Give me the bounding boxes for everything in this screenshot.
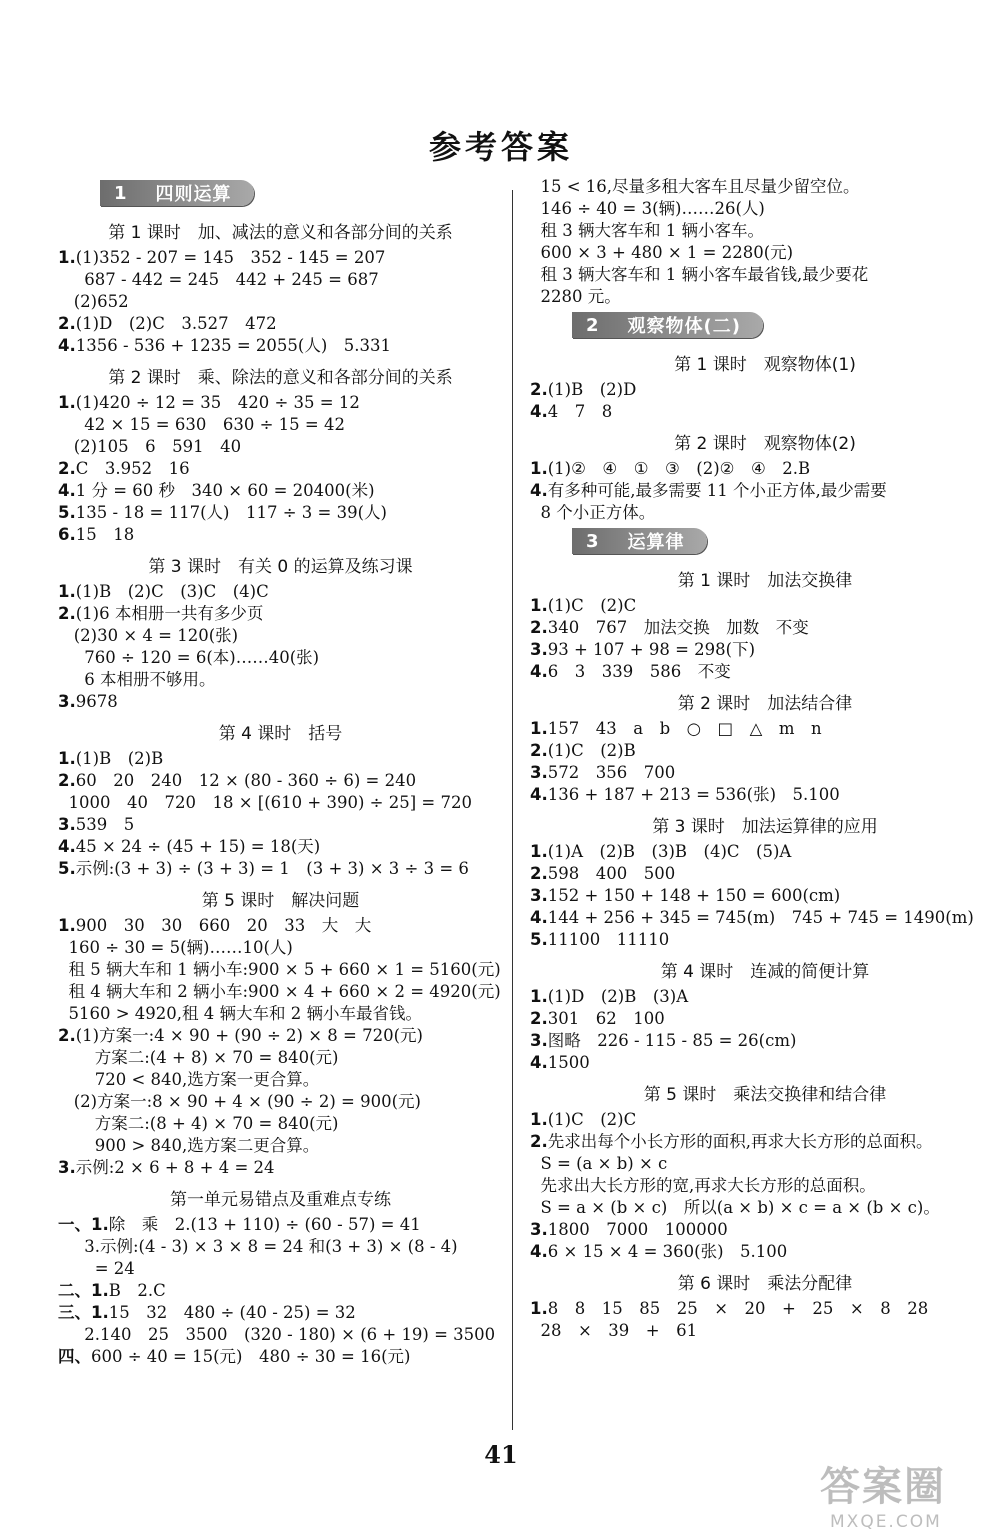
answer-line — [530, 220, 1000, 242]
unit-label: 观察物体(二) — [627, 316, 741, 337]
question-number: 2. — [530, 380, 548, 399]
answer-text: 有多种可能,最多需要 11 个小正方体,最少需要 — [547, 481, 887, 500]
answer-line — [58, 269, 503, 291]
answer-line — [530, 841, 1000, 863]
answer-line — [530, 986, 1000, 1008]
question-number: 3. — [530, 763, 548, 782]
answer-line — [58, 1113, 503, 1135]
answer-text: (1)C (2)C — [547, 596, 637, 615]
answer-text: (1)② ④ ① ③ (2)② ④ 2.B — [547, 459, 811, 478]
question-number: 1. — [58, 916, 76, 935]
answer-line — [58, 858, 503, 880]
answer-text: 1500 — [547, 1053, 590, 1072]
answer-text: 60 20 240 12 × (80 - 360 ÷ 6) = 240 — [75, 771, 417, 790]
answer-text: 157 43 a b ○ □ △ m n — [547, 719, 822, 738]
question-number: 2. — [58, 604, 76, 623]
answer-line — [530, 502, 1000, 524]
lesson-heading: 第 1 课时 加法交换律 — [677, 571, 853, 591]
lesson-heading: 第 2 课时 观察物体(2) — [674, 434, 856, 454]
answer-text: (1)C (2)C — [547, 1110, 637, 1129]
answer-line — [530, 595, 1000, 617]
question-number: 3. — [530, 1220, 548, 1239]
question-number: 4. — [530, 402, 548, 421]
question-number: 1. — [530, 596, 548, 615]
answer-line — [530, 661, 1000, 683]
answer-text: 除 乘 2.(13 + 110) ÷ (60 - 57) = 41 — [108, 1215, 421, 1234]
answer-text: 600 ÷ 40 = 15(元) 480 ÷ 30 = 16(元) — [91, 1347, 411, 1366]
unit-label: 运算律 — [627, 532, 685, 553]
question-number: 2. — [530, 1009, 548, 1028]
answer-line — [530, 1197, 1000, 1219]
answer-line — [530, 1298, 1000, 1320]
left-column — [58, 176, 503, 1436]
answer-line — [530, 1241, 1000, 1263]
unit-banner — [572, 528, 707, 554]
lesson-heading: 第 4 课时 连减的简便计算 — [660, 962, 870, 982]
answer-line — [58, 1157, 503, 1179]
right-column — [530, 176, 1000, 1436]
answer-line — [530, 762, 1000, 784]
answer-line — [530, 458, 1000, 480]
answer-line — [58, 1236, 503, 1258]
answer-line — [58, 392, 503, 414]
answer-line — [58, 1003, 503, 1025]
answer-text: (1)方案一:4 × 90 + (90 ÷ 2) × 8 = 720(元) — [75, 1026, 423, 1045]
answer-text: 720 < 840,选方案一更合算。 — [58, 1070, 320, 1089]
answer-text: 687 - 442 = 245 442 + 245 = 687 — [58, 270, 379, 289]
answer-text: (1)420 ÷ 12 = 35 420 ÷ 35 = 12 — [75, 393, 360, 412]
answer-text: (2)652 — [58, 292, 129, 311]
question-number: 1. — [58, 248, 76, 267]
question-number: 1. — [58, 393, 76, 412]
answer-text: (2)105 6 591 40 — [58, 437, 242, 456]
answer-line — [530, 784, 1000, 806]
answer-line — [58, 814, 503, 836]
answer-text: 1356 - 536 + 1235 = 2055(人) 5.331 — [75, 336, 392, 355]
answer-text: = 24 — [58, 1259, 135, 1278]
answer-text: 539 5 — [75, 815, 135, 834]
unit-number: 2 — [586, 314, 600, 336]
answer-line — [530, 617, 1000, 639]
question-number: 3. — [530, 640, 548, 659]
question-number: 4. — [58, 837, 76, 856]
lesson-heading: 第 6 课时 乘法分配律 — [677, 1274, 853, 1294]
question-number: 1. — [530, 987, 548, 1006]
answer-text: 760 ÷ 120 = 6(本)……40(张) — [58, 648, 320, 667]
answer-line — [58, 1214, 503, 1236]
answer-line — [530, 1219, 1000, 1241]
answer-line — [530, 1008, 1000, 1030]
answer-line — [58, 603, 503, 625]
answer-line — [58, 1047, 503, 1069]
answer-line — [58, 625, 503, 647]
answer-text: 598 400 500 — [547, 864, 676, 883]
answer-line — [58, 414, 503, 436]
answer-text: 方案二:(4 + 8) × 70 = 840(元) — [58, 1048, 339, 1067]
lesson-heading: 第 3 课时 有关 0 的运算及练习课 — [148, 557, 413, 577]
watermark-bottom: MXQE.COM — [830, 1512, 942, 1532]
answer-line — [58, 1069, 503, 1091]
answer-text: 2.140 25 3500 (320 - 180) × (6 + 19) = 3500 — [58, 1325, 496, 1344]
question-number: 1. — [530, 1110, 548, 1129]
answer-text: 900 > 840,选方案二更合算。 — [58, 1136, 320, 1155]
question-number: 1. — [530, 459, 548, 478]
lesson-heading: 第 4 课时 括号 — [218, 724, 343, 744]
answer-text: 900 30 30 660 20 33 大 大 — [75, 916, 372, 935]
answer-text: 11100 11110 — [547, 930, 670, 949]
answer-line — [530, 264, 1000, 286]
question-number: 2. — [530, 741, 548, 760]
answer-text: (2)30 × 4 = 120(张) — [58, 626, 239, 645]
page-title: 参考答案 — [428, 128, 573, 166]
answer-text: 301 62 100 — [547, 1009, 665, 1028]
question-number: 2. — [530, 864, 548, 883]
answer-line — [58, 1091, 503, 1113]
answer-line — [530, 242, 1000, 264]
watermark-logo — [820, 1455, 990, 1530]
answer-text: 租 4 辆大车和 2 辆小车:900 × 4 + 660 × 2 = 4920(元) — [58, 982, 501, 1001]
question-number: 2. — [530, 618, 548, 637]
answer-line — [58, 1025, 503, 1047]
question-number: 1. — [58, 582, 76, 601]
answer-text: 152 + 150 + 148 + 150 = 600(cm) — [547, 886, 841, 905]
answer-line — [58, 1346, 503, 1368]
answer-text: 方案二:(8 + 4) × 70 = 840(元) — [58, 1114, 339, 1133]
question-number: 2. — [58, 459, 76, 478]
question-number: 2. — [530, 1132, 548, 1151]
answer-text: 1800 7000 100000 — [547, 1220, 728, 1239]
lesson-heading: 第 2 课时 乘、除法的意义和各部分间的关系 — [108, 368, 453, 388]
page-number: 41 — [484, 1440, 518, 1469]
answer-text: (1)B (2)D — [547, 380, 637, 399]
answer-line — [58, 291, 503, 313]
answer-line — [530, 1052, 1000, 1074]
answer-text: (1)6 本相册一共有多少页 — [75, 604, 264, 623]
unit-number: 1 — [114, 182, 128, 204]
answer-text: (1)D (2)C 3.527 472 — [75, 314, 277, 333]
answer-line — [58, 669, 503, 691]
answer-text: 15 32 480 ÷ (40 - 25) = 32 — [108, 1303, 356, 1322]
answer-line — [530, 885, 1000, 907]
question-number: 三、1. — [58, 1303, 109, 1322]
answer-text: 146 ÷ 40 = 3(辆)……26(人) — [530, 199, 765, 218]
answer-line — [58, 691, 503, 713]
answer-text: 1 分 = 60 秒 340 × 60 = 20400(米) — [75, 481, 375, 500]
lesson-heading: 第 1 课时 加、减法的意义和各部分间的关系 — [108, 223, 453, 243]
question-number: 4. — [58, 481, 76, 500]
answer-text: 租 3 辆大客车和 1 辆小客车。 — [530, 221, 764, 240]
answer-line — [58, 313, 503, 335]
answer-text: B 2.C — [108, 1281, 166, 1300]
answer-line — [58, 335, 503, 357]
answer-line — [58, 1280, 503, 1302]
question-number: 4. — [530, 908, 548, 927]
watermark-top: 答案圈 — [820, 1464, 946, 1510]
answer-line — [530, 1030, 1000, 1052]
answer-line — [58, 1302, 503, 1324]
answer-text: (1)A (2)B (3)B (4)C (5)A — [547, 842, 792, 861]
question-number: 3. — [58, 815, 76, 834]
answer-line — [58, 959, 503, 981]
answer-line — [58, 748, 503, 770]
answer-line — [58, 981, 503, 1003]
question-number: 5. — [58, 859, 76, 878]
answer-line — [530, 718, 1000, 740]
question-number: 2. — [58, 1026, 76, 1045]
answer-text: 160 ÷ 30 = 5(辆)……10(人) — [58, 938, 293, 957]
answer-text: 8 个小正方体。 — [530, 503, 656, 522]
question-number: 1. — [530, 842, 548, 861]
answer-text: (1)B (2)B — [75, 749, 164, 768]
answer-text: 136 + 187 + 213 = 536(张) 5.100 — [547, 785, 840, 804]
answer-line — [58, 915, 503, 937]
answer-text: 340 767 加法交换 加数 不变 — [547, 618, 809, 637]
question-number: 5. — [530, 930, 548, 949]
question-number: 6. — [58, 525, 76, 544]
answer-line — [58, 836, 503, 858]
question-number: 1. — [530, 1299, 548, 1318]
answer-text: C 3.952 16 — [75, 459, 190, 478]
lesson-heading: 第 2 课时 加法结合律 — [677, 694, 853, 714]
answer-text: (1)C (2)B — [547, 741, 636, 760]
answer-text: 135 - 18 = 117(人) 117 ÷ 3 = 39(人) — [75, 503, 387, 522]
question-number: 4. — [530, 1242, 548, 1261]
answer-text: 15 < 16,尽量多租大客车且尽量少留空位。 — [530, 177, 860, 196]
question-number: 4. — [530, 662, 548, 681]
answer-line — [530, 740, 1000, 762]
answer-text: (1)352 - 207 = 145 352 - 145 = 207 — [75, 248, 386, 267]
answer-text: 先求出每个小长方形的面积,再求大长方形的总面积。 — [547, 1132, 933, 1151]
answer-line — [530, 401, 1000, 423]
unit-number: 3 — [586, 530, 600, 552]
answer-text: 4 7 8 — [547, 402, 613, 421]
answer-text: 示例:2 × 6 + 8 + 4 = 24 — [75, 1158, 275, 1177]
answer-line — [58, 937, 503, 959]
question-number: 1. — [58, 749, 76, 768]
answer-line — [58, 581, 503, 603]
unit-banner — [100, 180, 254, 206]
question-number: 4. — [530, 1053, 548, 1072]
unit-label: 四则运算 — [155, 184, 232, 205]
answer-text: 3.示例:(4 - 3) × 3 × 8 = 24 和(3 + 3) × (8 - 4) — [58, 1237, 458, 1256]
answer-text: (2)方案一:8 × 90 + 4 × (90 ÷ 2) = 900(元) — [58, 1092, 421, 1111]
answer-line — [530, 1131, 1000, 1153]
question-number: 5. — [58, 503, 76, 522]
answer-text: 8 8 15 85 25 × 20 + 25 × 8 28 — [547, 1299, 929, 1318]
answer-line — [58, 1324, 503, 1346]
answer-text: (1)D (2)B (3)A — [547, 987, 689, 1006]
answer-line — [530, 907, 1000, 929]
answer-text: 5160 > 4920,租 4 辆大车和 2 辆小车最省钱。 — [58, 1004, 423, 1023]
answer-line — [58, 792, 503, 814]
question-number: 4. — [58, 336, 76, 355]
answer-line — [58, 247, 503, 269]
answer-line — [58, 436, 503, 458]
answer-text: 9678 — [75, 692, 118, 711]
question-number: 4. — [530, 785, 548, 804]
lesson-heading: 第 1 课时 观察物体(1) — [674, 355, 856, 375]
answer-text: 租 5 辆大车和 1 辆小车:900 × 5 + 660 × 1 = 5160(元) — [58, 960, 501, 979]
lesson-heading: 第一单元易错点及重难点专练 — [170, 1190, 391, 1210]
answer-text: 2280 元。 — [530, 287, 621, 306]
answer-line — [530, 1109, 1000, 1131]
answer-text: S = (a × b) × c — [530, 1154, 668, 1173]
answer-text: 图略 226 - 115 - 85 = 26(cm) — [547, 1031, 797, 1050]
answer-line — [530, 286, 1000, 308]
answer-line — [58, 1135, 503, 1157]
answer-line — [530, 176, 1000, 198]
column-divider — [512, 190, 513, 1430]
answer-text: 6 3 339 586 不变 — [547, 662, 731, 681]
answer-text: 572 356 700 — [547, 763, 676, 782]
answer-line — [530, 379, 1000, 401]
answer-text: (1)B (2)C (3)C (4)C — [75, 582, 269, 601]
answer-line — [58, 502, 503, 524]
answer-text: 600 × 3 + 480 × 1 = 2280(元) — [530, 243, 794, 262]
question-number: 四、 — [58, 1347, 91, 1366]
question-number: 2. — [58, 771, 76, 790]
question-number: 3. — [58, 1158, 76, 1177]
answer-line — [530, 863, 1000, 885]
answer-line — [58, 770, 503, 792]
answer-line — [58, 524, 503, 546]
question-number: 3. — [530, 1031, 548, 1050]
answer-text: 6 本相册不够用。 — [58, 670, 216, 689]
answer-line — [530, 1175, 1000, 1197]
answer-text: 租 3 辆大客车和 1 辆小客车最省钱,最少要花 — [530, 265, 869, 284]
answer-line — [530, 1320, 1000, 1342]
answer-text: 93 + 107 + 98 = 298(下) — [547, 640, 756, 659]
question-number: 一、1. — [58, 1215, 109, 1234]
answer-text: 示例:(3 + 3) ÷ (3 + 3) = 1 (3 + 3) × 3 ÷ 3 = 6 — [75, 859, 469, 878]
question-number: 3. — [530, 886, 548, 905]
answer-text: S = a × (b × c) 所以(a × b) × c = a × (b × c)。 — [530, 1198, 940, 1217]
question-number: 二、1. — [58, 1281, 109, 1300]
answer-line — [58, 647, 503, 669]
lesson-heading: 第 3 课时 加法运算律的应用 — [652, 817, 878, 837]
lesson-heading: 第 5 课时 乘法交换律和结合律 — [643, 1085, 887, 1105]
answer-line — [530, 480, 1000, 502]
question-number: 2. — [58, 314, 76, 333]
answer-line — [530, 639, 1000, 661]
answer-text: 6 × 15 × 4 = 360(张) 5.100 — [547, 1242, 788, 1261]
answer-text: 144 + 256 + 345 = 745(m) 745 + 745 = 1490(m) — [547, 908, 974, 927]
question-number: 1. — [530, 719, 548, 738]
lesson-heading: 第 5 课时 解决问题 — [201, 891, 360, 911]
answer-line — [530, 1153, 1000, 1175]
question-number: 4. — [530, 481, 548, 500]
answer-line — [58, 1258, 503, 1280]
answer-text: 15 18 — [75, 525, 135, 544]
answer-text: 先求出大长方形的宽,再求大长方形的总面积。 — [530, 1176, 876, 1195]
answer-text: 42 × 15 = 630 630 ÷ 15 = 42 — [58, 415, 345, 434]
answer-text: 45 × 24 ÷ (45 + 15) = 18(天) — [75, 837, 321, 856]
answer-line — [530, 198, 1000, 220]
answer-line — [58, 458, 503, 480]
answer-line — [530, 929, 1000, 951]
answer-text: 1000 40 720 18 × [(610 + 390) ÷ 25] = 720 — [58, 793, 472, 812]
answer-text: 28 × 39 + 61 — [530, 1321, 698, 1340]
unit-banner — [572, 312, 763, 338]
answer-line — [58, 480, 503, 502]
question-number: 3. — [58, 692, 76, 711]
